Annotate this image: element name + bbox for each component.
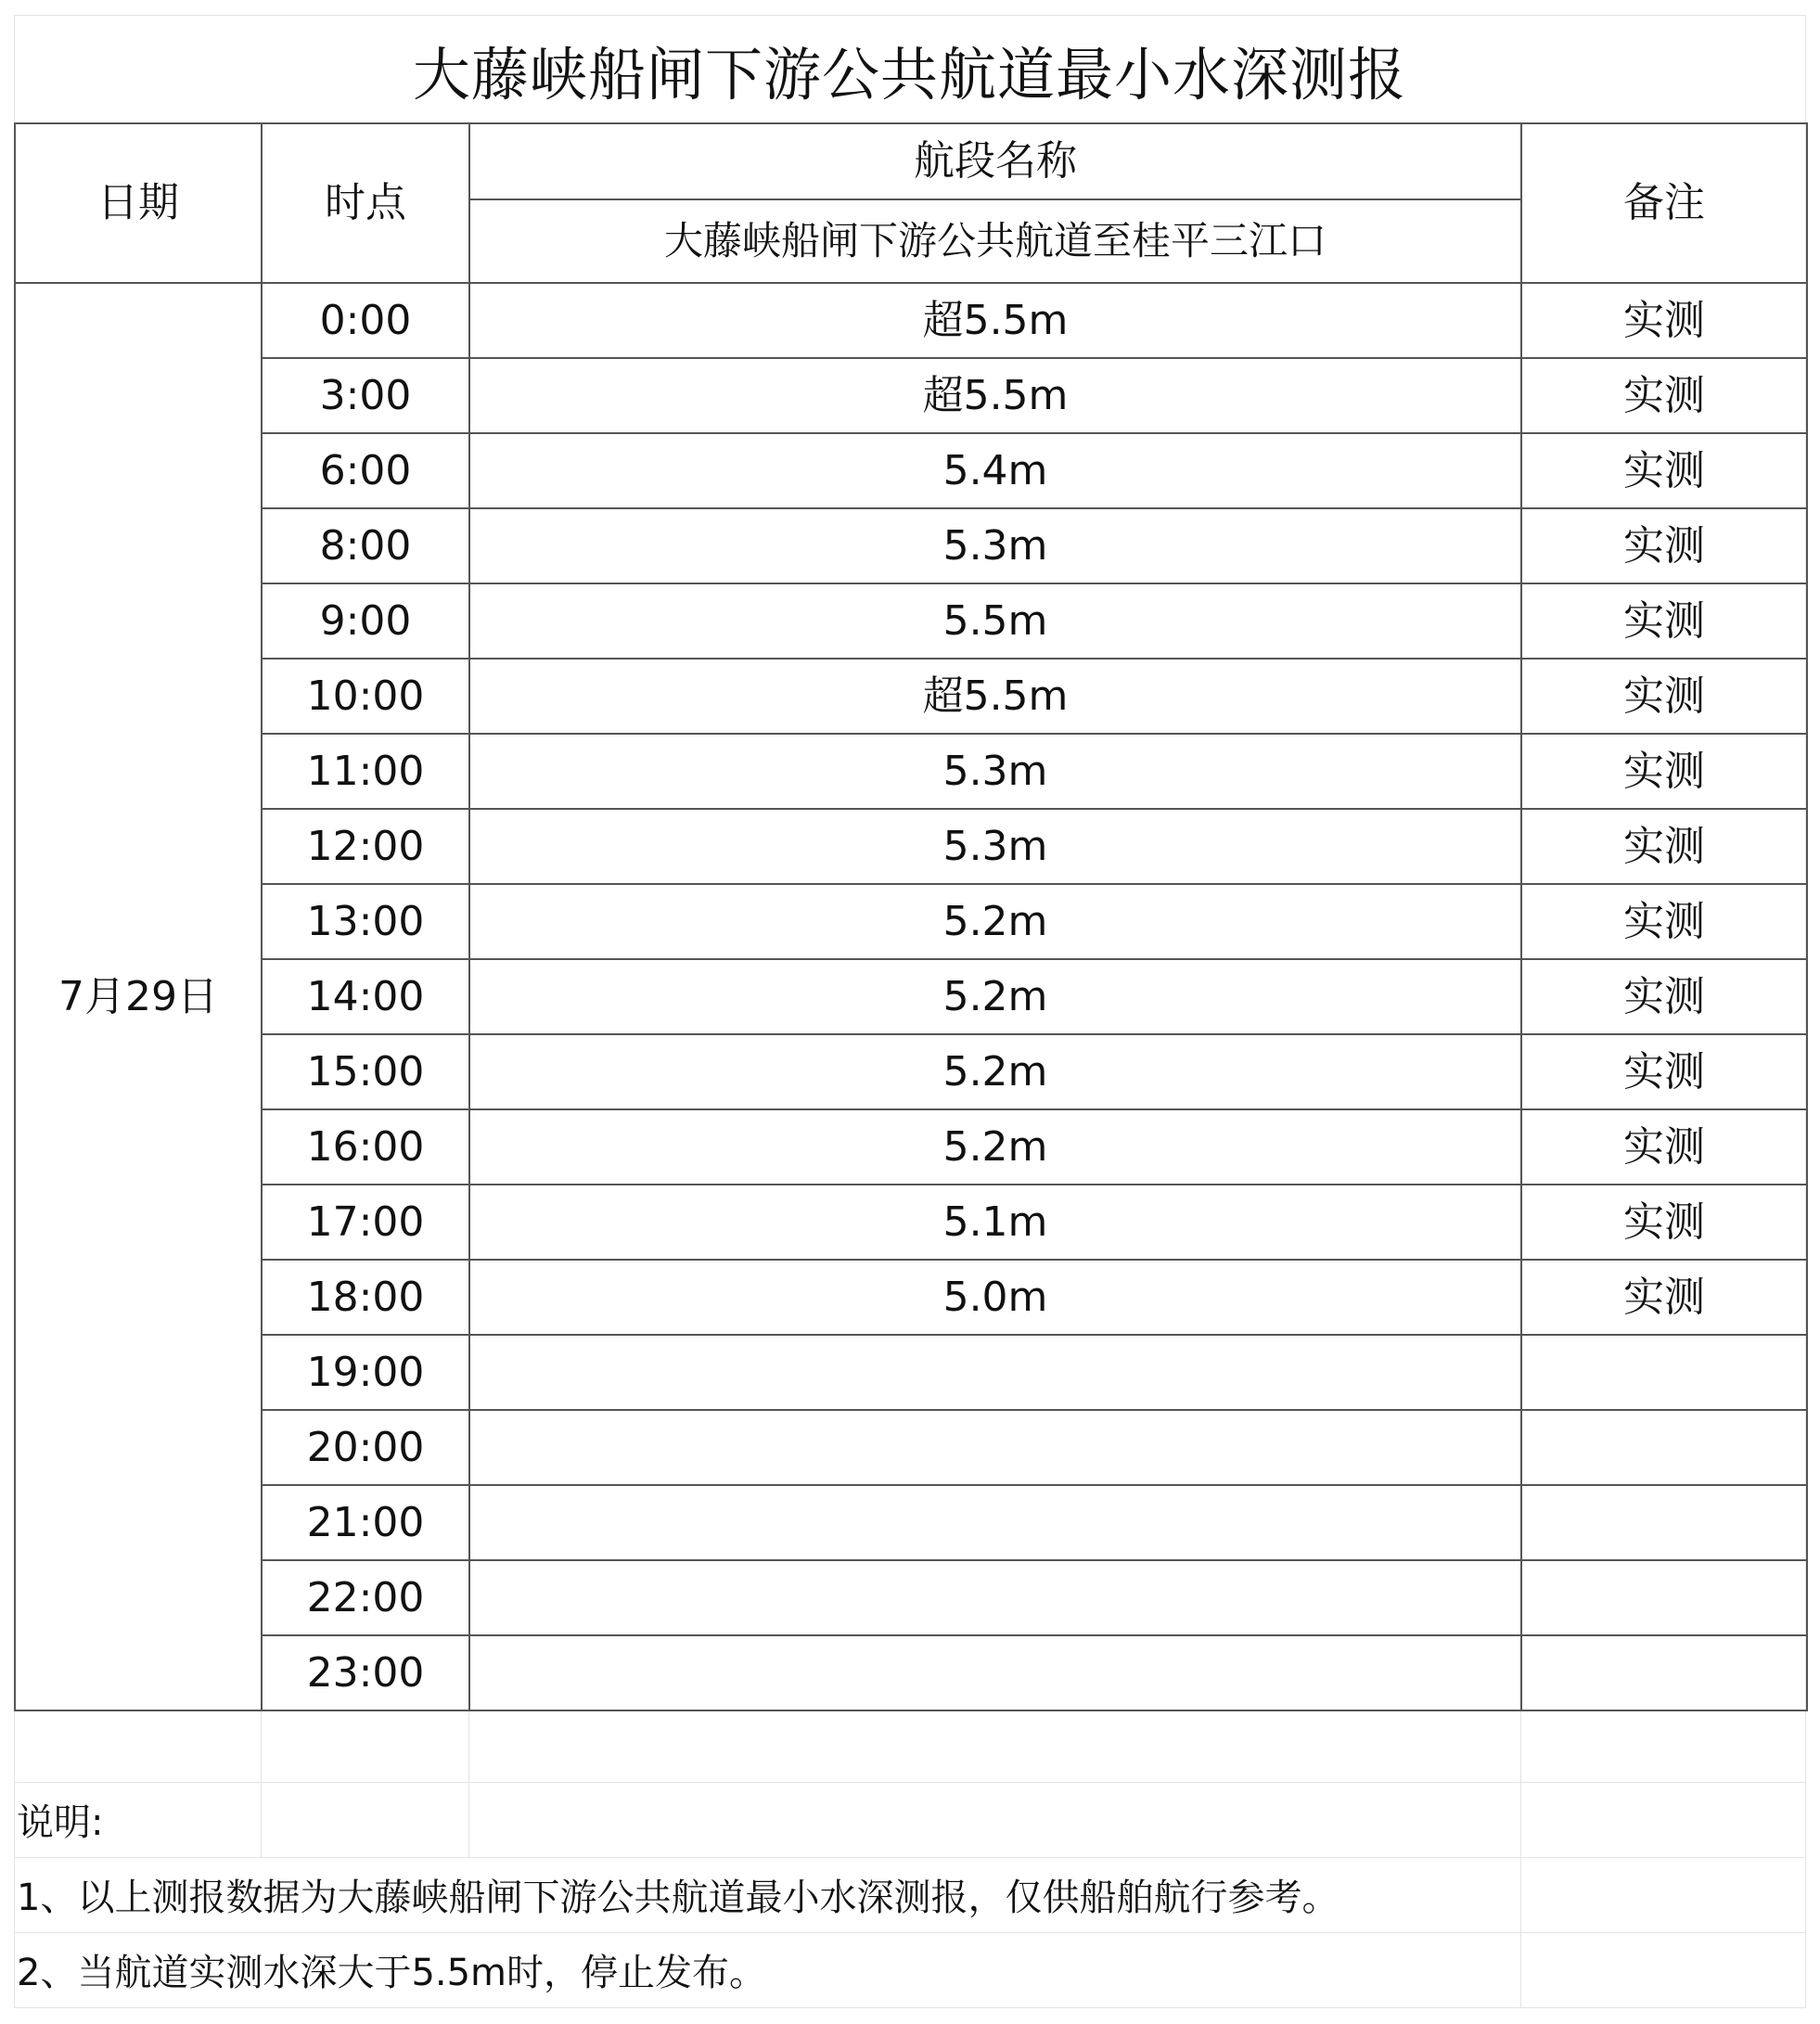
table-row — [15, 1560, 1807, 1635]
time-cell: 8:00 — [262, 508, 469, 583]
depth-cell: 5.2m — [469, 1109, 1521, 1185]
table-row — [15, 884, 1807, 959]
remark-cell — [1521, 1335, 1807, 1410]
time-cell: 11:00 — [262, 734, 469, 809]
depth-cell: 超5.5m — [469, 659, 1521, 734]
notes-heading: 说明: — [17, 1801, 104, 1844]
remark-cell: 实测 — [1521, 508, 1807, 583]
table-row — [15, 1185, 1807, 1260]
remark-cell: 实测 — [1521, 283, 1807, 358]
remark-cell: 实测 — [1521, 809, 1807, 884]
table-row — [15, 1260, 1807, 1335]
time-cell: 15:00 — [262, 1034, 469, 1109]
depth-cell: 超5.5m — [469, 358, 1521, 433]
time-cell: 18:00 — [262, 1260, 469, 1335]
time-cell: 19:00 — [262, 1335, 469, 1410]
depth-cell — [469, 1635, 1521, 1710]
time-cell: 0:00 — [262, 283, 469, 358]
table-row — [15, 659, 1807, 734]
time-cell: 3:00 — [262, 358, 469, 433]
header-time: 时点 — [262, 123, 469, 283]
depth-cell: 5.3m — [469, 734, 1521, 809]
time-cell: 9:00 — [262, 583, 469, 659]
remark-cell: 实测 — [1521, 1185, 1807, 1260]
depth-cell: 5.2m — [469, 1034, 1521, 1109]
time-cell: 20:00 — [262, 1410, 469, 1485]
remark-cell: 实测 — [1521, 959, 1807, 1034]
table-row — [15, 1335, 1807, 1410]
table-row — [15, 508, 1807, 583]
remark-cell: 实测 — [1521, 659, 1807, 734]
table-row — [15, 959, 1807, 1034]
remark-cell: 实测 — [1521, 358, 1807, 433]
depth-cell: 5.5m — [469, 583, 1521, 659]
remark-cell — [1521, 1485, 1807, 1560]
header-remark: 备注 — [1521, 123, 1807, 283]
depth-cell: 5.2m — [469, 884, 1521, 959]
time-cell: 22:00 — [262, 1560, 469, 1635]
page-title: 大藤峡船闸下游公共航道最小水深测报 — [412, 40, 1406, 109]
time-cell: 23:00 — [262, 1635, 469, 1710]
table-row — [15, 1109, 1807, 1185]
table-row — [15, 1410, 1807, 1485]
time-cell: 12:00 — [262, 809, 469, 884]
remark-cell: 实测 — [1521, 583, 1807, 659]
remark-cell: 实测 — [1521, 884, 1807, 959]
depth-cell: 5.3m — [469, 508, 1521, 583]
depth-cell — [469, 1485, 1521, 1560]
note-line-2: 2、当航道实测水深大于5.5m时，停止发布。 — [17, 1952, 767, 1994]
date-cell: 7月29日 — [15, 283, 262, 1710]
depth-cell: 5.0m — [469, 1260, 1521, 1335]
table-row — [15, 583, 1807, 659]
table-row — [15, 734, 1807, 809]
header-segment-group: 航段名称 — [469, 123, 1521, 199]
table-row — [15, 1485, 1807, 1560]
remark-cell — [1521, 1635, 1807, 1710]
time-cell: 21:00 — [262, 1485, 469, 1560]
depth-cell — [469, 1560, 1521, 1635]
table-row — [15, 283, 1807, 358]
table-row — [15, 1034, 1807, 1109]
depth-cell — [469, 1335, 1521, 1410]
time-cell: 14:00 — [262, 959, 469, 1034]
depth-cell: 5.2m — [469, 959, 1521, 1034]
table-row — [15, 1635, 1807, 1710]
remark-cell — [1521, 1410, 1807, 1485]
remark-cell: 实测 — [1521, 1034, 1807, 1109]
depth-report-table — [14, 122, 1808, 1711]
table-row — [15, 809, 1807, 884]
depth-cell: 5.3m — [469, 809, 1521, 884]
depth-cell: 5.4m — [469, 433, 1521, 508]
time-cell: 17:00 — [262, 1185, 469, 1260]
table-row — [15, 433, 1807, 508]
depth-cell: 超5.5m — [469, 283, 1521, 358]
remark-cell: 实测 — [1521, 1109, 1807, 1185]
time-cell: 13:00 — [262, 884, 469, 959]
header-date: 日期 — [15, 123, 262, 283]
header-segment-name: 大藤峡船闸下游公共航道至桂平三江口 — [469, 199, 1521, 283]
depth-cell — [469, 1410, 1521, 1485]
remark-cell: 实测 — [1521, 433, 1807, 508]
time-cell: 6:00 — [262, 433, 469, 508]
time-cell: 16:00 — [262, 1109, 469, 1185]
remark-cell — [1521, 1560, 1807, 1635]
remark-cell: 实测 — [1521, 1260, 1807, 1335]
depth-cell: 5.1m — [469, 1185, 1521, 1260]
table-row — [15, 358, 1807, 433]
remark-cell: 实测 — [1521, 734, 1807, 809]
time-cell: 10:00 — [262, 659, 469, 734]
note-line-1: 1、以上测报数据为大藤峡船闸下游公共航道最小水深测报，仅供船舶航行参考。 — [17, 1877, 1339, 1919]
